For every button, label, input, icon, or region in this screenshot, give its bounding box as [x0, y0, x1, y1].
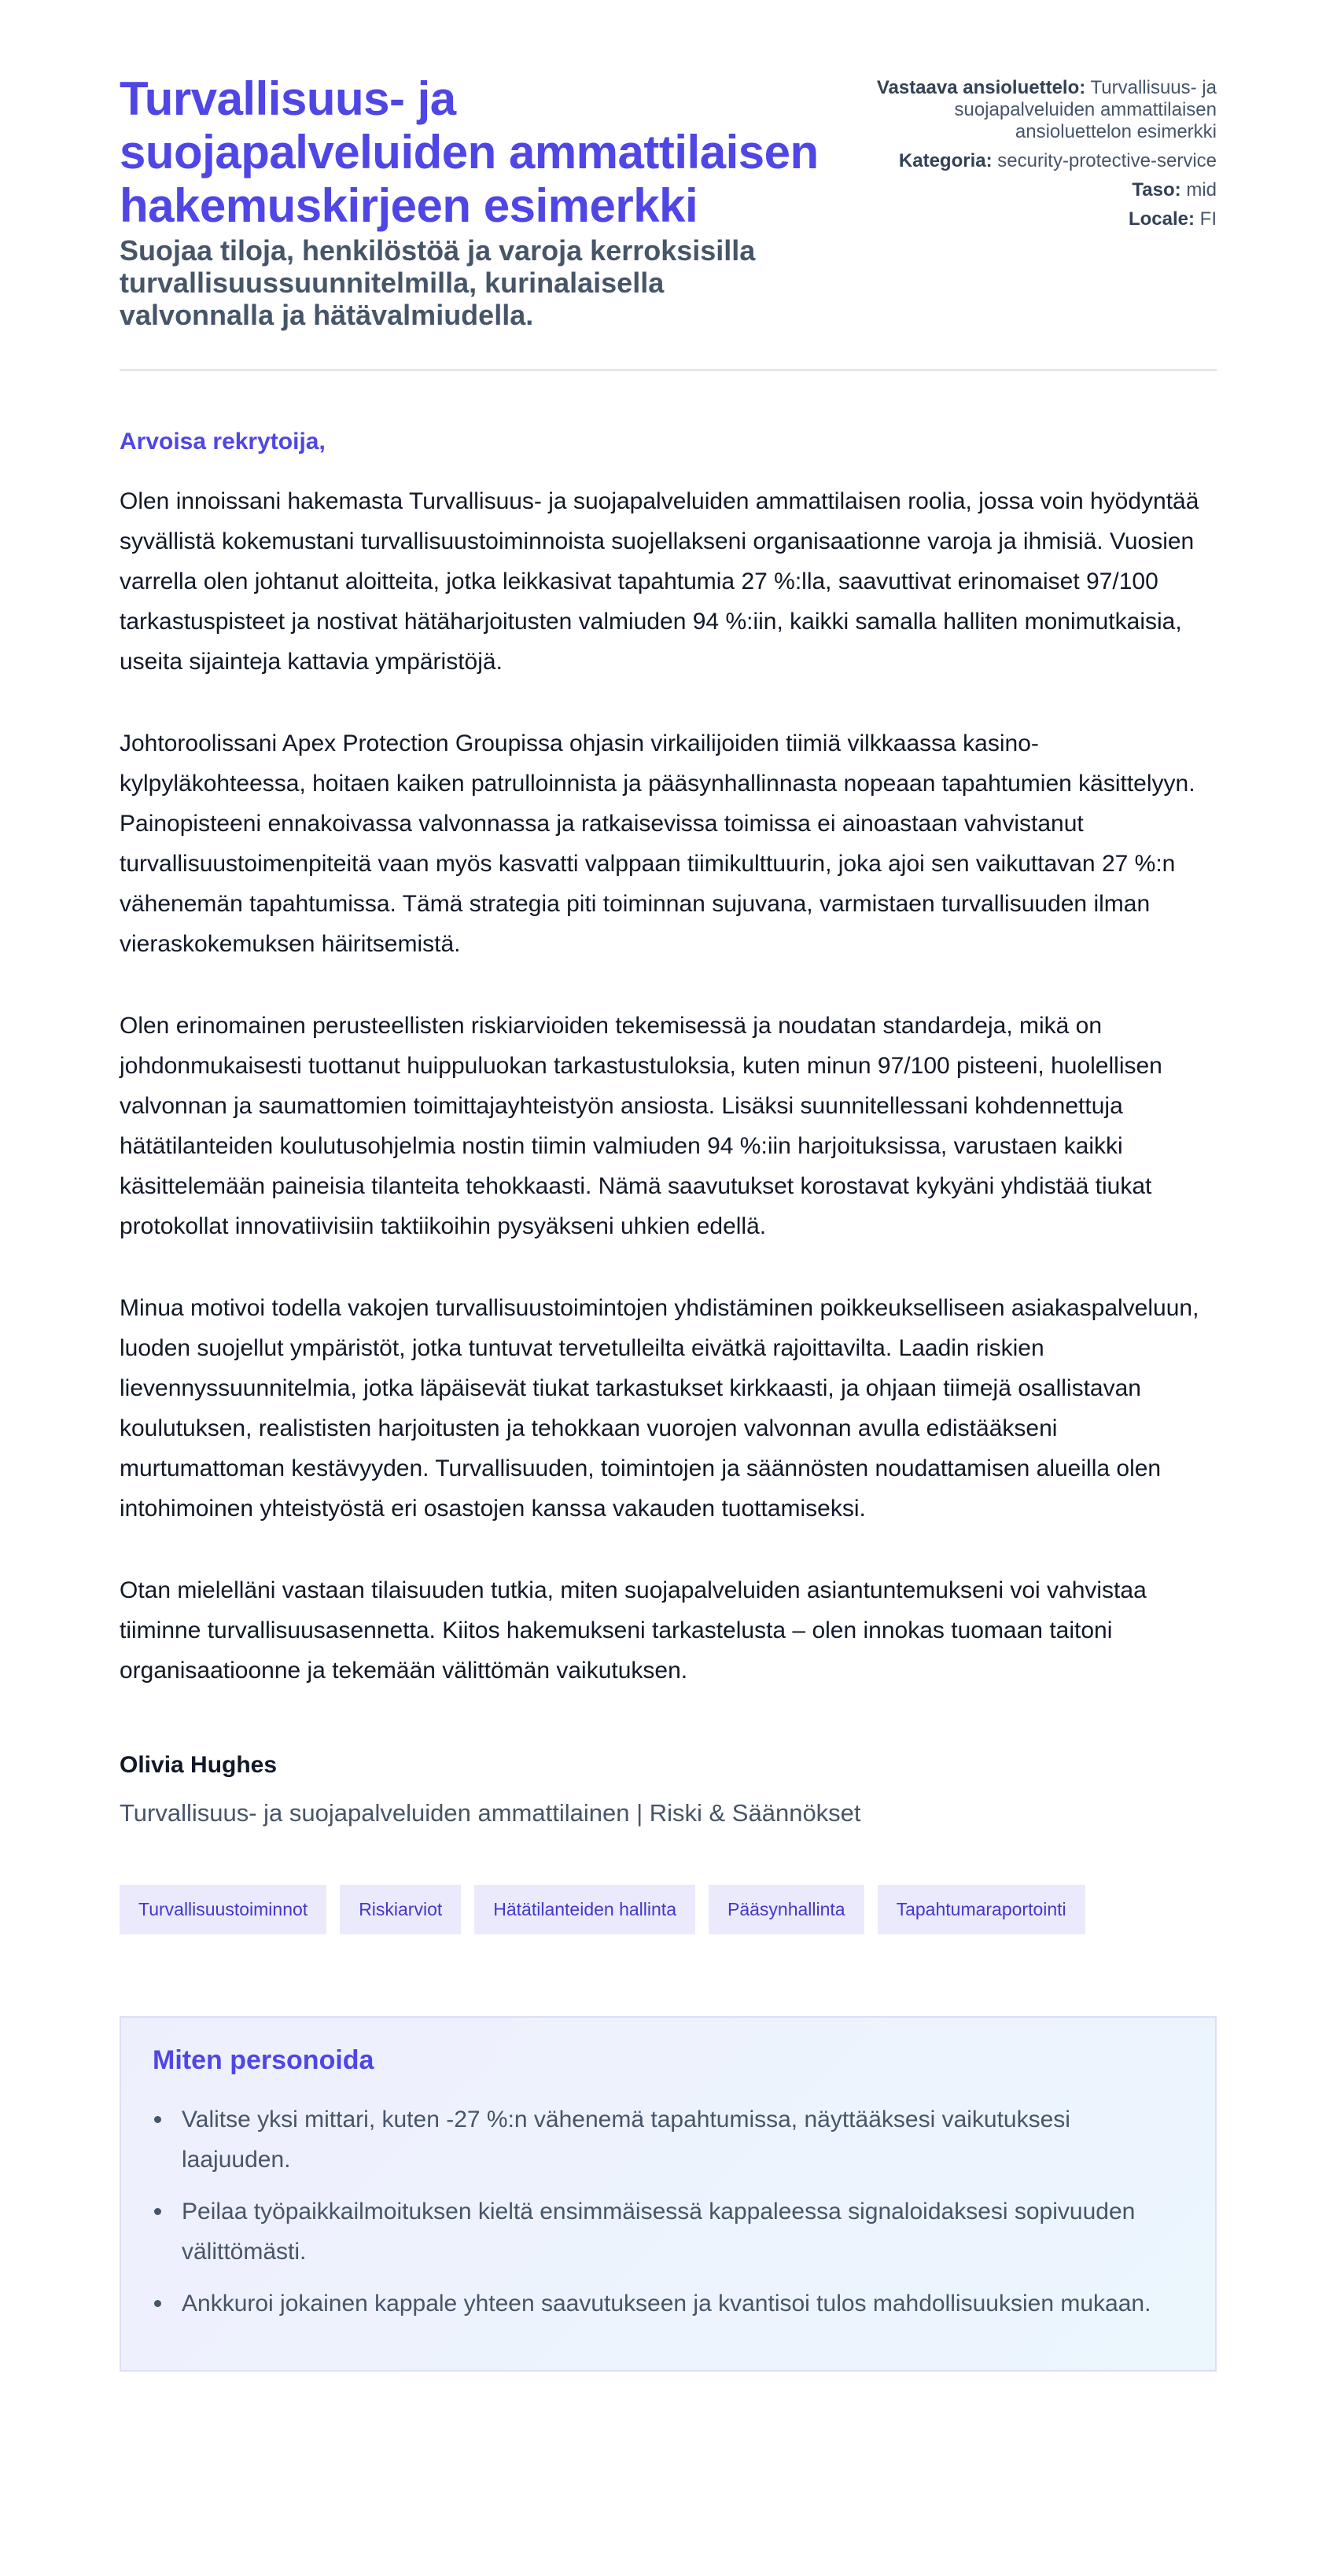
tip-item	[153, 2099, 1184, 2180]
signature-title: Turvallisuus- ja suojapalveluiden ammattilainen | Riski & Säännökset	[120, 1799, 861, 1827]
skill-tag: Hätätilanteiden hallinta	[474, 1885, 695, 1934]
meta-resume-value: Turvallisuus- ja suojapalveluiden ammattilaisen ansioluettelon esimerkki	[954, 77, 1217, 142]
skill-tags	[120, 1885, 1217, 1934]
tip-text: Valitse yksi mittari, kuten -27 %:n vähenemä tapahtumissa, näyttääksesi vaikutuksesi laajuuden.	[182, 2107, 1070, 2173]
letter-paragraph: Otan mielelläni vastaan tilaisuuden tutkia, miten suojapalveluiden asiantuntemukseni voi vahvistaa tiiminne turvallisuusasennetta. Kiitos hakemukseni tarkastelusta – olen innokas tuomaan taitoni organisaatioonne ja tekemään välittömän vaikutuksen.	[120, 1577, 1147, 1684]
tip-item	[153, 2191, 1184, 2272]
meta-resume	[847, 77, 1217, 143]
header-titles	[120, 72, 827, 331]
skill-tag: Riskiarviot	[340, 1885, 461, 1934]
tip-text: Peilaa työpaikkailmoituksen kieltä ensimmäisessä kappaleessa signaloidaksesi sopivuuden välittömästi.	[182, 2199, 1136, 2265]
skill-tag: Tapahtumaraportointi	[878, 1885, 1085, 1934]
meta-locale-value: FI	[1199, 208, 1217, 230]
meta-level	[847, 179, 1217, 201]
bullet-icon	[154, 2300, 161, 2307]
tips-heading: Miten personoida	[153, 2045, 374, 2075]
signature-block	[120, 1750, 1217, 1830]
meta-category-label: Kategoria:	[898, 150, 993, 171]
cover-letter-page	[120, 0, 1217, 2372]
signature-name: Olivia Hughes	[120, 1752, 278, 1778]
meta-resume-label: Vastaava ansioluettelo:	[876, 77, 1086, 98]
meta-level-value: mid	[1186, 179, 1217, 201]
meta-category	[847, 150, 1217, 172]
letter-paragraph: Olen innoissani hakemasta Turvallisuus- ja suojapalveluiden ammattilaisen roolia, jossa voin hyödyntää syvällistä kokemustani turvallisuustoiminnoista suojellakseni organisaationne varoja ja ihmisiä. Vuosien varrella olen johtanut aloitteita, jotka leikkasivat tapahtumia 27 %:lla, saavuttivat erinomaiset 97/100 tarkastuspisteet ja nostivat hätäharjoitusten valmiuden 94 %:iin, kaikki samalla halliten monimutkaisia, useita sijainteja kattavia ympäristöjä.	[120, 488, 1199, 675]
bullet-icon	[154, 2116, 161, 2123]
skill-tag: Pääsynhallinta	[709, 1885, 864, 1934]
meta-locale	[847, 208, 1217, 230]
skill-tag: Turvallisuustoiminnot	[120, 1885, 326, 1934]
meta-category-value: security-protective-service	[997, 150, 1217, 171]
letter-paragraph: Minua motivoi todella vakojen turvallisuustoimintojen yhdistäminen poikkeukselliseen asiakaspalveluun, luoden suojellut ympäristöt, jotka tuntuvat tervetulleilta eivätkä rajoittavilta. Laadin riskien lievennyssuunnitelmia, jotka läpäisevät tiukat tarkastukset kirkkaasti, ja ohjaan tiimejä osallistavan koulutuksen, realististen harjoitusten ja tehokkaan vuorojen valvonnan avulla edistääkseni murtumattoman kestävyyden. Turvallisuuden, toimintojen ja säännösten noudattamisen alueilla olen intohimoinen yhteistyöstä eri osastojen kanssa vakauden tuottamiseksi.	[120, 1295, 1199, 1522]
page-subtitle: Suojaa tiloja, henkilöstöä ja varoja kerroksisilla turvallisuussuunnitelmilla, kurinalaisella valvonnalla ja hätävalmiudella.	[120, 234, 756, 331]
letter-body	[120, 481, 1217, 1691]
page-title: Turvallisuus- ja suojapalveluiden ammattilaisen hakemuskirjeen esimerkki	[120, 72, 819, 232]
letter-paragraph: Johtoroolissani Apex Protection Groupissa ohjasin virkailijoiden tiimiä vilkkaassa kasino-kylpyläkohteessa, hoitaen kaiken patrulloinnista ja pääsynhallinnasta nopeaan tapahtumien käsittelyyn. Painopisteeni ennakoivassa valvonnassa ja ratkaisevissa toimissa ei ainoastaan vahvistanut turvallisuustoimenpiteitä vaan myös kasvatti valppaan tiimikulttuurin, joka ajoi sen vaikuttavan 27 %:n vähenemän tapahtumissa. Tämä strategia piti toiminnan sujuvana, varmistaen turvallisuuden ilman vieraskokemuksen häiritsemistä.	[120, 730, 1195, 957]
bullet-icon	[154, 2208, 161, 2215]
meta-locale-label: Locale:	[1128, 208, 1195, 230]
letter-paragraph: Olen erinomainen perusteellisten riskiarvioiden tekemisessä ja noudatan standardeja, mikä on johdonmukaisesti tuottanut huippuluokan tarkastustuloksia, kuten minun 97/100 pisteeni, huolellisen valvonnan ja saumattomien toimittajayhteistyön ansiosta. Lisäksi suunnitellessani kohdennettuja hätätilanteiden koulutusohjelmia nostin tiimin valmiuden 94 %:iin harjoituksissa, varustaen kaikki käsittelemään paineisia tilanteita tehokkaasti. Nämä saavutukset korostavat kykyäni yhdistää tiukat protokollat innovatiivisiin taktiikoihin pysyäkseni uhkien edellä.	[120, 1013, 1162, 1239]
personalization-tips-box	[120, 2016, 1217, 2372]
page-header	[120, 72, 1217, 371]
tip-text: Ankkuroi jokainen kappale yhteen saavutukseen ja kvantisoi tulos mahdollisuuksien mukaan.	[182, 2291, 1151, 2317]
meta-panel	[847, 72, 1217, 237]
tip-item	[153, 2283, 1184, 2324]
salutation: Arvoisa rekrytoija,	[120, 429, 326, 454]
meta-level-label: Taso:	[1132, 179, 1181, 201]
tips-list	[153, 2099, 1184, 2324]
